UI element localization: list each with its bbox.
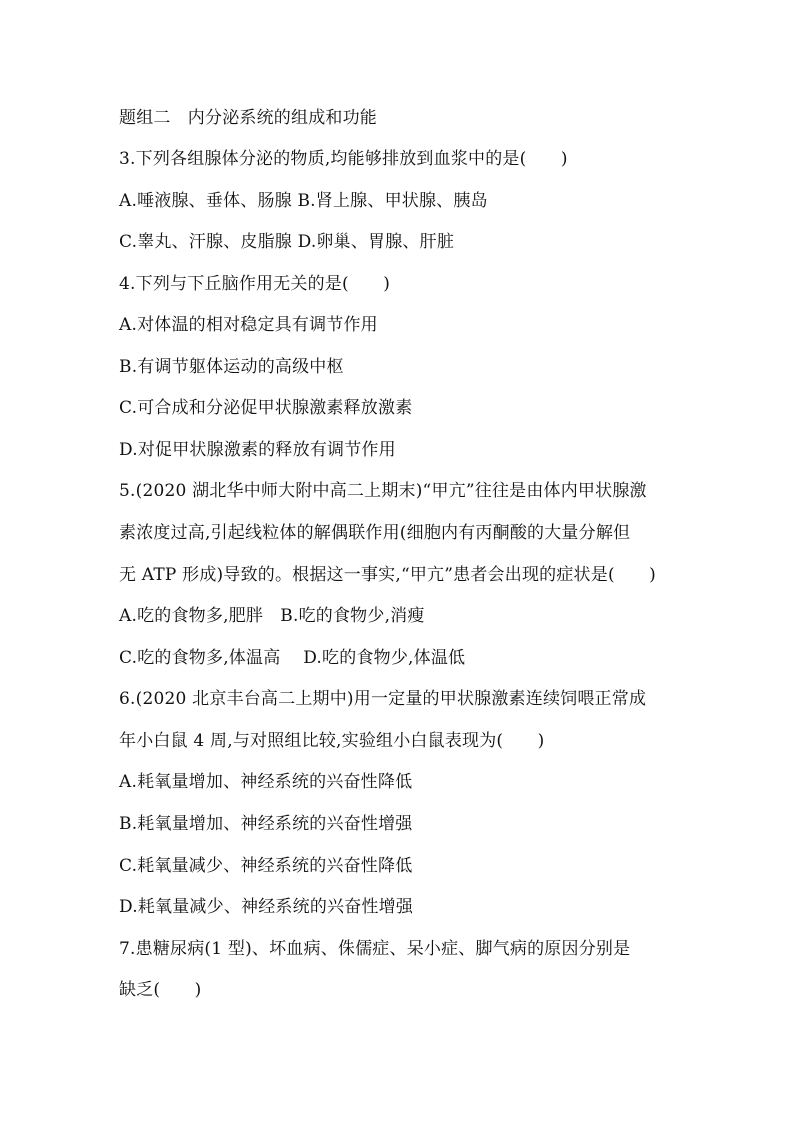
question-5-options-ab: A.吃的食物多,肥胖 B.吃的食物少,消瘦	[119, 606, 425, 626]
question-6-option-a: A.耗氧量增加、神经系统的兴奋性降低	[119, 772, 413, 792]
question-5-stem-line-2: 素浓度过高,引起线粒体的解偶联作用(细胞内有丙酮酸的大量分解但	[119, 523, 631, 543]
question-4-stem: 4.下列与下丘脑作用无关的是( )	[119, 274, 391, 294]
question-6-stem-line-1: 6.(2020 北京丰台高二上期中)用一定量的甲状腺激素连续饲喂正常成	[119, 689, 647, 709]
question-6-option-c: C.耗氧量减少、神经系统的兴奋性降低	[119, 856, 413, 876]
question-4-option-a: A.对体温的相对稳定具有调节作用	[119, 315, 378, 335]
question-4-option-d: D.对促甲状腺激素的释放有调节作用	[119, 440, 396, 460]
question-6-option-b: B.耗氧量增加、神经系统的兴奋性增强	[119, 814, 413, 834]
question-7-stem-line-2: 缺乏( )	[119, 980, 202, 1000]
question-6-stem-line-2: 年小白鼠 4 周,与对照组比较,实验组小白鼠表现为( )	[119, 731, 545, 751]
question-3-options-ab: A.唾液腺、垂体、肠腺 B.肾上腺、甲状腺、胰岛	[119, 191, 488, 211]
question-5-stem-line-1: 5.(2020 湖北华中师大附中高二上期末)“甲亢”往往是由体内甲状腺激	[119, 481, 647, 501]
question-3-stem: 3.下列各组腺体分泌的物质,均能够排放到血浆中的是( )	[119, 149, 568, 169]
section-heading: 题组二 内分泌系统的组成和功能	[119, 108, 377, 128]
question-3-options-cd: C.睾丸、汗腺、皮脂腺 D.卵巢、胃腺、肝脏	[119, 232, 455, 252]
question-7-stem-line-1: 7.患糖尿病(1 型)、坏血病、侏儒症、呆小症、脚气病的原因分别是	[119, 939, 631, 959]
question-4-option-b: B.有调节躯体运动的高级中枢	[119, 357, 344, 377]
question-4-option-c: C.可合成和分泌促甲状腺激素释放激素	[119, 398, 413, 418]
question-5-stem-line-3: 无 ATP 形成)导致的。根据这一事实,“甲亢”患者会出现的症状是( )	[119, 565, 657, 585]
question-5-options-cd: C.吃的食物多,体温高 D.吃的食物少,体温低	[119, 648, 466, 668]
question-6-option-d: D.耗氧量减少、神经系统的兴奋性增强	[119, 897, 414, 917]
